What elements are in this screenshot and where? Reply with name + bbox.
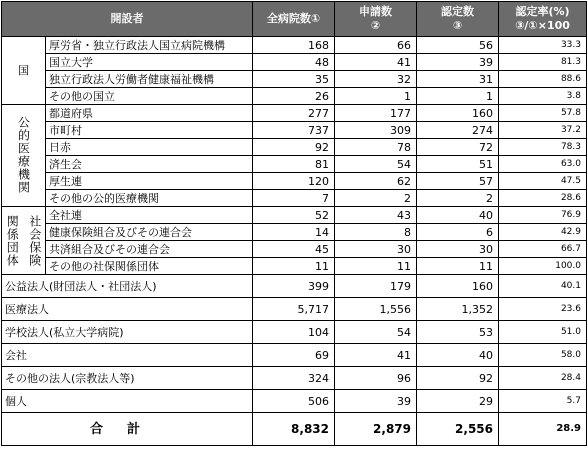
header-certified-label: 認定数 <box>441 5 474 19</box>
row-rate: 47.5 <box>499 173 587 190</box>
table-row <box>2 156 587 173</box>
row-applied: 39 <box>335 390 417 413</box>
row-total: 7 <box>253 190 335 207</box>
row-applied: 179 <box>335 275 417 298</box>
table-row <box>2 275 587 298</box>
row-certified: 51 <box>417 156 499 173</box>
row-certified: 39 <box>417 54 499 71</box>
total-applied: 2,879 <box>335 413 417 446</box>
header-row <box>2 2 587 37</box>
row-certified: 57 <box>417 173 499 190</box>
row-label: その他の社保関係団体 <box>46 258 253 275</box>
row-applied: 2 <box>335 190 417 207</box>
row-total: 35 <box>253 71 335 88</box>
row-applied: 309 <box>335 122 417 139</box>
row-rate: 76.9 <box>499 207 587 224</box>
header-certified <box>417 2 499 37</box>
row-total: 45 <box>253 241 335 258</box>
row-label: 医療法人 <box>2 298 253 321</box>
header-rate-label: 認定率(%) <box>515 5 570 19</box>
group-public: 公的医療機関 <box>2 105 46 207</box>
total-label: 合計 <box>2 413 253 446</box>
header-rate-formula: ③/①×100 <box>515 19 570 32</box>
table-row <box>2 54 587 71</box>
row-total: 69 <box>253 344 335 367</box>
row-rate: 81.3 <box>499 54 587 71</box>
row-applied: 1,556 <box>335 298 417 321</box>
row-label: 全社連 <box>46 207 253 224</box>
row-rate: 100.0 <box>499 258 587 275</box>
row-label: 国立大学 <box>46 54 253 71</box>
row-applied: 30 <box>335 241 417 258</box>
row-rate: 57.8 <box>499 105 587 122</box>
row-applied: 1 <box>335 88 417 105</box>
row-label: 共済組合及びその連合会 <box>46 241 253 258</box>
row-label: 個人 <box>2 390 253 413</box>
row-certified: 40 <box>417 344 499 367</box>
row-total: 48 <box>253 54 335 71</box>
total-rate: 28.9 <box>499 413 587 446</box>
row-total: 92 <box>253 139 335 156</box>
row-rate: 58.0 <box>499 344 587 367</box>
row-total: 26 <box>253 88 335 105</box>
row-applied: 96 <box>335 367 417 390</box>
table-row <box>2 88 587 105</box>
row-rate: 3.8 <box>499 88 587 105</box>
row-certified: 160 <box>417 105 499 122</box>
group-social-insurance-right: 社会保険 <box>27 214 42 267</box>
row-label: 健康保険組合及びその連合会 <box>46 224 253 241</box>
row-label: その他の公的医療機関 <box>46 190 253 207</box>
table-row <box>2 390 587 413</box>
row-rate: 33.3 <box>499 37 587 54</box>
row-label: 市町村 <box>46 122 253 139</box>
row-label: 済生会 <box>46 156 253 173</box>
row-rate: 28.4 <box>499 367 587 390</box>
row-rate: 37.2 <box>499 122 587 139</box>
table-row <box>2 71 587 88</box>
table-row <box>2 139 587 156</box>
row-rate: 23.6 <box>499 298 587 321</box>
row-applied: 78 <box>335 139 417 156</box>
row-total: 168 <box>253 37 335 54</box>
row-rate: 63.0 <box>499 156 587 173</box>
row-label: その他の法人(宗教法人等) <box>2 367 253 390</box>
total-hospitals: 8,832 <box>253 413 335 446</box>
table-row <box>2 241 587 258</box>
header-rate <box>499 2 587 37</box>
row-label: 都道府県 <box>46 105 253 122</box>
row-label: 厚生連 <box>46 173 253 190</box>
header-certified-mark: ③ <box>452 19 463 32</box>
row-applied: 41 <box>335 54 417 71</box>
header-applications <box>335 2 417 37</box>
row-label: 厚労省・独立行政法人国立病院機構 <box>46 37 253 54</box>
row-applied: 54 <box>335 156 417 173</box>
row-total: 737 <box>253 122 335 139</box>
row-total: 14 <box>253 224 335 241</box>
group-national: 国 <box>2 37 46 105</box>
row-certified: 2 <box>417 190 499 207</box>
table-row <box>2 321 587 344</box>
row-rate: 42.9 <box>499 224 587 241</box>
row-certified: 274 <box>417 122 499 139</box>
table-row <box>2 190 587 207</box>
table-row <box>2 105 587 122</box>
row-total: 120 <box>253 173 335 190</box>
row-applied: 66 <box>335 37 417 54</box>
row-certified: 30 <box>417 241 499 258</box>
header-applications-mark: ② <box>370 19 381 32</box>
header-applications-label: 申請数 <box>359 5 392 19</box>
row-total: 52 <box>253 207 335 224</box>
table-row <box>2 344 587 367</box>
total-certified: 2,556 <box>417 413 499 446</box>
table-row <box>2 367 587 390</box>
row-total: 5,717 <box>253 298 335 321</box>
row-rate: 51.0 <box>499 321 587 344</box>
table-row <box>2 122 587 139</box>
row-certified: 1 <box>417 88 499 105</box>
row-rate: 78.3 <box>499 139 587 156</box>
group-social-insurance <box>2 207 46 275</box>
row-rate: 28.6 <box>499 190 587 207</box>
row-applied: 11 <box>335 258 417 275</box>
row-total: 277 <box>253 105 335 122</box>
row-certified: 1,352 <box>417 298 499 321</box>
row-total: 104 <box>253 321 335 344</box>
row-applied: 43 <box>335 207 417 224</box>
total-row <box>2 413 587 446</box>
row-certified: 31 <box>417 71 499 88</box>
row-label: 日赤 <box>46 139 253 156</box>
row-certified: 72 <box>417 139 499 156</box>
table-row <box>2 258 587 275</box>
row-label: 独立行政法人労働者健康福祉機構 <box>46 71 253 88</box>
row-total: 399 <box>253 275 335 298</box>
header-total-hospitals: 全病院数① <box>253 2 335 37</box>
row-applied: 32 <box>335 71 417 88</box>
row-certified: 53 <box>417 321 499 344</box>
row-label: 公益法人(財団法人・社団法人) <box>2 275 253 298</box>
row-total: 324 <box>253 367 335 390</box>
row-certified: 92 <box>417 367 499 390</box>
table-row <box>2 173 587 190</box>
hospital-certification-table <box>1 1 587 446</box>
row-total: 506 <box>253 390 335 413</box>
row-applied: 41 <box>335 344 417 367</box>
row-certified: 11 <box>417 258 499 275</box>
row-rate: 88.6 <box>499 71 587 88</box>
row-applied: 54 <box>335 321 417 344</box>
row-rate: 66.7 <box>499 241 587 258</box>
row-applied: 62 <box>335 173 417 190</box>
row-certified: 29 <box>417 390 499 413</box>
row-certified: 6 <box>417 224 499 241</box>
table-row <box>2 224 587 241</box>
row-applied: 8 <box>335 224 417 241</box>
row-certified: 56 <box>417 37 499 54</box>
header-operator: 開設者 <box>2 2 253 37</box>
row-label: 会社 <box>2 344 253 367</box>
row-total: 81 <box>253 156 335 173</box>
row-certified: 40 <box>417 207 499 224</box>
row-applied: 177 <box>335 105 417 122</box>
row-rate: 5.7 <box>499 390 587 413</box>
row-total: 11 <box>253 258 335 275</box>
table-row <box>2 37 587 54</box>
table-row <box>2 207 587 224</box>
group-social-insurance-left: 関係団体 <box>5 214 20 267</box>
row-label: 学校法人(私立大学病院) <box>2 321 253 344</box>
row-certified: 160 <box>417 275 499 298</box>
row-label: その他の国立 <box>46 88 253 105</box>
row-rate: 40.1 <box>499 275 587 298</box>
table-row <box>2 298 587 321</box>
